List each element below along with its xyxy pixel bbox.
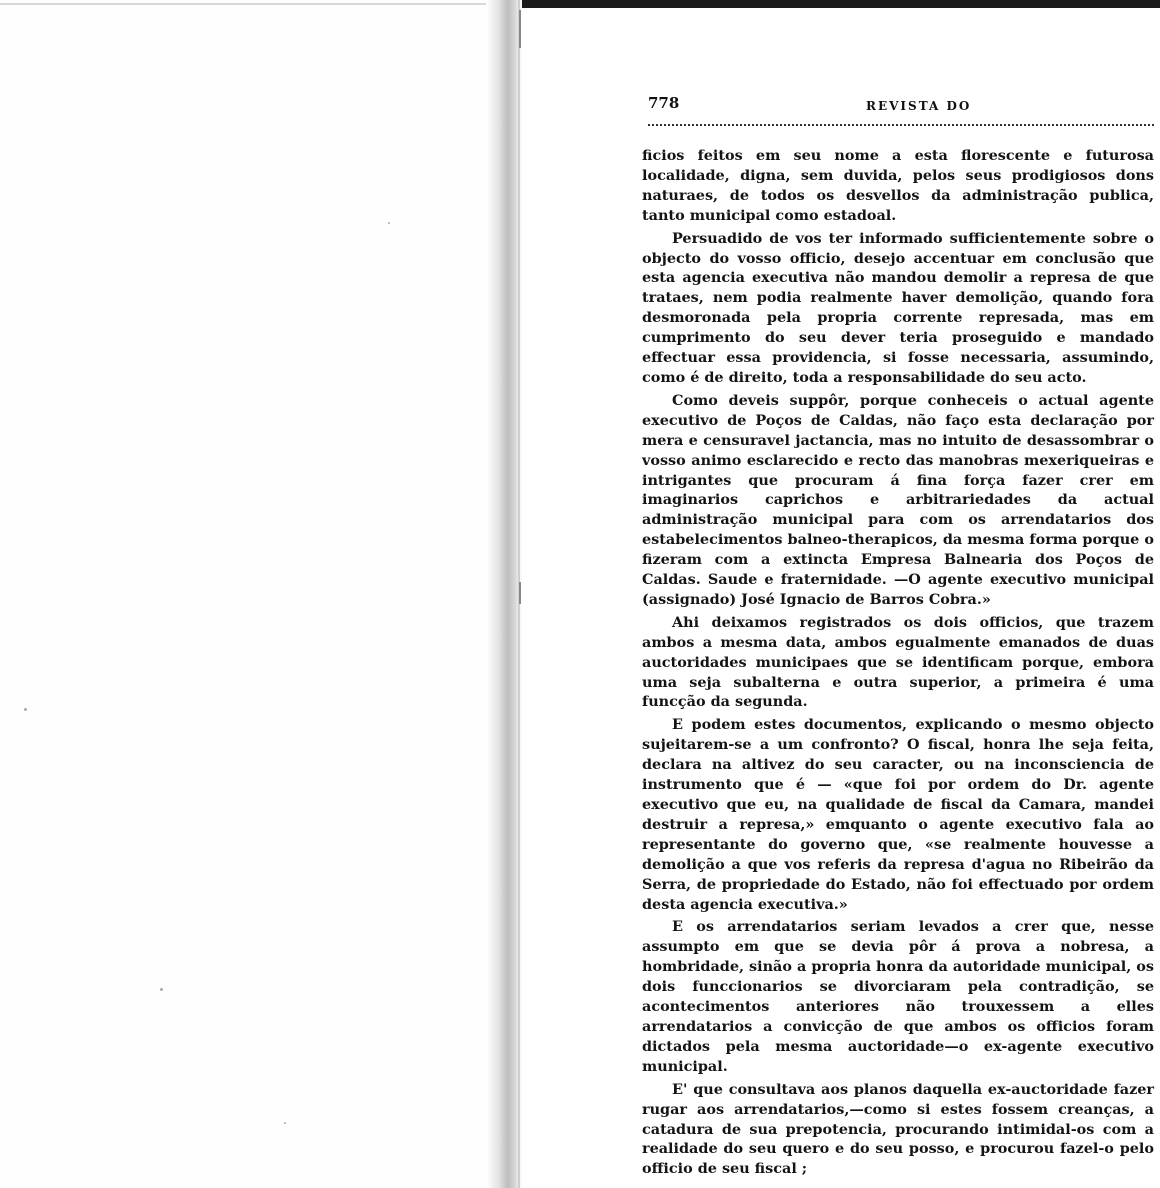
scan-speck [284, 1122, 286, 1124]
gutter-mark [519, 10, 521, 48]
running-title: REVISTA DO [866, 99, 972, 113]
scan-speck [388, 222, 390, 224]
printed-page [522, 0, 1160, 1188]
gutter-mark [519, 582, 521, 604]
paragraph: Como deveis suppôr, porque conheceis o actual agente executivo de Poços de Caldas, não faço esta declaração por mera e censuravel jactancia, mas no intuito de desassombrar o vosso animo esclarecido e recto das manobras mexeriqueiras e intrigantes que procuram á fina força fazer crer em imaginarios caprichos e arbitrariedades da actual administração municipal para com os arrendatarios dos estabelecimentos balneo-therapicos, da mesma forma porque o fizeram com a extincta Empresa Balnearia dos Poços de Caldas. Saude e fraternidade. —O agente executivo municipal (assignado) José Ignacio de Barros Cobra.» [642, 391, 1154, 608]
body-text [642, 146, 1154, 1182]
scan-speck [160, 988, 163, 991]
paragraph: E' que consultava aos planos daquella ex-auctoridade fazer rugar aos arrendatarios,—como si estes fossem creanças, a catadura de sua prepotencia, procurando intimidal-os com a realidade do seu quero e do seu posso, e procurou fazel-o pelo officio de seu fiscal ; [642, 1080, 1154, 1178]
paragraph: E podem estes documentos, explicando o mesmo objecto sujeitarem-se a um confronto? O fiscal, honra lhe seja feita, declara na altivez do seu caracter, ou na inconsciencia de instrumento que é — «que foi por ordem do Dr. agente executivo que eu, na qualidade de fiscal da Camara, mandei destruir a represa,» emquanto o agente executivo fala ao representante do governo que, «se realmente houvesse a demolição a que vos referis da represa d'agua no Ribeirão da Serra, de propriedade do Estado, não foi effectuado por ordem desta agencia executiva.» [642, 716, 1154, 913]
page-number: 778 [648, 94, 680, 112]
paragraph: ficios feitos em seu nome a esta florescente e futurosa localidade, digna, sem duvida, pelos seus prodigiosos dons naturaes, de todos os desvellos da administração publica, tanto municipal como estadoal. [642, 147, 1154, 224]
paragraph: Persuadido de vos ter informado sufficientemente sobre o objecto do vosso officio, desejo accentuar em conclusão que esta agencia executiva não mandou demolir a represa de que trataes, nem podia realmente haver demolição, quando fora desmoronada pela propria corrente represada, mas em cumprimento do seu dever teria proseguido e mandado effectuar essa providencia, si fosse necessaria, assumindo, como é de direito, toda a responsabilidade do seu acto. [642, 229, 1154, 386]
blank-facing-page [0, 0, 492, 1188]
binding-gutter [486, 0, 522, 1188]
page-header [648, 94, 1154, 126]
paragraph: Ahi deixamos registrados os dois officios, que trazem ambos a mesma data, ambos egualmente emanados de duas auctoridades municipaes que se identificam porque, embora uma seja subalterna e outra superior, a primeira é uma funcção da segunda. [642, 613, 1154, 711]
scan-speck [24, 708, 27, 711]
scan-top-border [522, 0, 1160, 8]
paragraph: E os arrendatarios seriam levados a crer que, nesse assumpto em que se devia pôr á prova a nobresa, a hombridade, sinão a propria honra da autoridade municipal, os dois funccionarios se divorciaram pela contradição, se acontecimentos anteriores não trouxessem a elles arrendatarios a convicção de que ambos os officios foram dictados pela mesma auctoridade—o ex-agente executivo municipal. [642, 918, 1154, 1075]
top-rule [0, 3, 492, 5]
